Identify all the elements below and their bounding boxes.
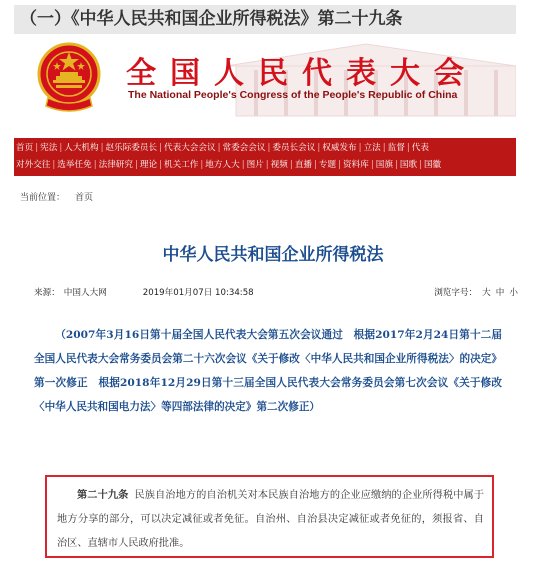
- nav-separator: |: [217, 143, 221, 153]
- article-title: 中华人民共和国企业所得税法: [162, 245, 384, 265]
- nav-item-row2-7[interactable]: 视频: [270, 160, 288, 170]
- nav-item-row2-10[interactable]: 资料库: [343, 160, 369, 170]
- nav-item-row2-3[interactable]: 理论: [139, 160, 158, 170]
- nav-separator: |: [406, 143, 410, 153]
- nav-separator: |: [358, 143, 362, 153]
- nav-separator: |: [35, 143, 39, 153]
- font-size-large[interactable]: 大: [482, 288, 491, 298]
- breadcrumb: [20, 190, 93, 203]
- banner-subtitle: The National People's Congress of the People's Republic of China: [128, 89, 458, 101]
- nav-separator: |: [200, 160, 204, 170]
- nav-item-row2-9[interactable]: 专题: [318, 160, 337, 170]
- nav-separator: |: [338, 160, 342, 170]
- publish-date: 2019年01月07日 10:34:58: [142, 288, 254, 298]
- nav-separator: |: [317, 143, 321, 153]
- nav-separator: |: [394, 160, 398, 170]
- nav-item-row2-5[interactable]: 地方人大: [205, 160, 240, 170]
- nav-item-row1-9[interactable]: 监督: [387, 143, 405, 153]
- nav-separator: |: [59, 143, 63, 153]
- nav-row-2: [16, 157, 514, 174]
- law-preamble: （2007年3月16日第十届全国人民代表大会第五次会议通过 根据2017年2月24日第十二届全国人民代表大会常务委员会第二十六次会议《关于修改〈中华人民共和国企业所得税法〉的决定》第一次修正 根据2018年12月29日第十三届全国人民代表大会常务委员会第七次会议《关于修改〈中华人民共和国电力法〉等四部法律的决定》第二次修正）: [34, 329, 502, 413]
- font-size-medium[interactable]: 中: [495, 288, 505, 298]
- nav-separator: |: [159, 160, 162, 170]
- section-heading: （一）《中华人民共和国企业所得税法》第二十九条: [14, 5, 516, 34]
- source-label: 来源：: [34, 288, 60, 298]
- nav-separator: |: [159, 143, 162, 153]
- nav-separator: |: [134, 160, 138, 170]
- nav-separator: |: [241, 160, 245, 170]
- nav-separator: |: [267, 143, 271, 153]
- nav-item-row2-1[interactable]: 选举任免: [57, 160, 92, 170]
- npc-banner: [14, 36, 516, 132]
- nav-item-row1-4[interactable]: 代表大会会议: [164, 143, 216, 153]
- nav-item-row2-6[interactable]: 图片: [246, 160, 264, 170]
- nav-separator: |: [419, 160, 422, 170]
- nav-item-row1-3[interactable]: 赵乐际委员长: [105, 143, 158, 153]
- nav-item-row2-13[interactable]: 国徽: [423, 160, 442, 170]
- nav-separator: |: [100, 143, 104, 153]
- breadcrumb-home-link[interactable]: 首页: [75, 193, 94, 203]
- nav-separator: |: [382, 143, 386, 153]
- national-emblem-icon: [36, 42, 102, 114]
- nav-separator: |: [52, 160, 56, 170]
- nav-separator: |: [93, 160, 97, 170]
- nav-item-row2-11[interactable]: 国旗: [375, 160, 393, 170]
- nav-item-row2-0[interactable]: 对外交往: [16, 160, 51, 170]
- main-nav-bar: [14, 138, 516, 176]
- nav-item-row2-2[interactable]: 法律研究: [98, 160, 133, 170]
- font-size-label: 浏览字号：: [434, 288, 478, 298]
- highlighted-article-29: [45, 475, 494, 558]
- font-size-small[interactable]: 小: [509, 288, 518, 298]
- nav-item-row1-10[interactable]: 代表: [411, 143, 429, 153]
- nav-separator: |: [370, 160, 374, 170]
- nav-item-row1-6[interactable]: 委员长会议: [272, 143, 316, 153]
- nav-item-row1-1[interactable]: 宪法: [40, 143, 58, 153]
- clause-text: 民族自治地方的自治机关对本民族自治地方的企业应缴纳的企业所得税中属于地方分享的部分，可以决定减征或者免征。自治州、自治县决定减征或者免征的，须报省、自治区、直辖市人民政府批准。: [57, 490, 485, 549]
- banner-title: 全国人民代表大会: [126, 56, 478, 91]
- nav-item-row1-7[interactable]: 权威发布: [322, 143, 357, 153]
- nav-item-row2-12[interactable]: 国歌: [399, 160, 418, 170]
- nav-item-row1-8[interactable]: 立法: [363, 143, 381, 153]
- nav-separator: |: [289, 160, 293, 170]
- nav-item-row2-8[interactable]: 直播: [294, 160, 313, 170]
- nav-item-row2-4[interactable]: 机关工作: [164, 160, 199, 170]
- source-name: 中国人大网: [63, 288, 107, 298]
- nav-separator: |: [265, 160, 269, 170]
- clause-number: 第二十九条: [77, 489, 129, 501]
- article-meta: [34, 286, 518, 298]
- nav-item-row1-5[interactable]: 常委会会议: [222, 143, 266, 153]
- location-label: 当前位置：: [20, 193, 66, 203]
- nav-row-1: [16, 140, 514, 157]
- nav-item-row1-2[interactable]: 人大机构: [64, 143, 99, 153]
- nav-separator: |: [314, 160, 317, 170]
- nav-item-row1-0[interactable]: 首页: [16, 143, 34, 153]
